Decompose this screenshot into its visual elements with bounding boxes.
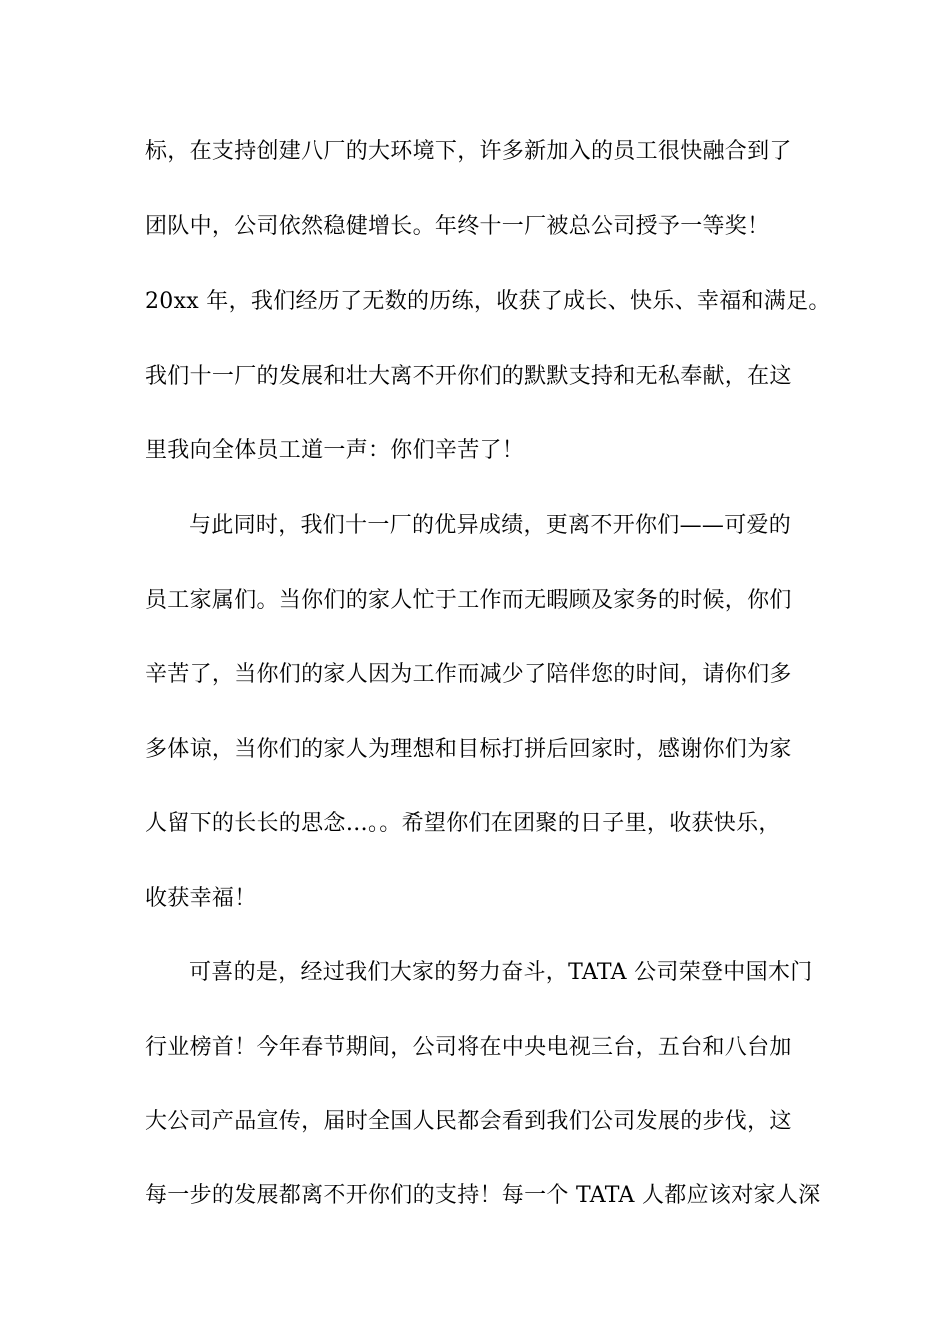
- paragraph-start-line: 与此同时，我们十一厂的优异成绩，更离不开你们——可爱的: [189, 513, 792, 538]
- text-line: 收获幸福！: [145, 886, 257, 911]
- text-line: 人留下的长长的思念…。。希望你们在团聚的日子里，收获快乐，: [145, 811, 781, 836]
- text-line: 行业榜首！今年春节期间，公司将在中央电视三台，五台和八台加: [145, 1035, 792, 1060]
- text-line: 多体谅，当你们的家人为理想和目标打拼后回家时，感谢你们为家: [145, 737, 792, 762]
- text-line: 辛苦了，当你们的家人因为工作而减少了陪伴您的时间，请你们多: [145, 662, 792, 687]
- text-line: 标，在支持创建八厂的大环境下，许多新加入的员工很快融合到了: [145, 139, 792, 164]
- text-line: 大公司产品宣传，届时全国人民都会看到我们公司发展的步伐，这: [145, 1109, 792, 1134]
- text-line: 20xx 年，我们经历了无数的历练，收获了成长、快乐、幸福和满足。: [145, 289, 831, 314]
- text-line: 员工家属们。当你们的家人忙于工作而无暇顾及家务的时候，你们: [145, 588, 792, 613]
- text-line: 团队中，公司依然稳健增长。年终十一厂被总公司授予一等奖！: [145, 214, 770, 239]
- text-line: 每一步的发展都离不开你们的支持！每一个 TATA 人都应该对家人深: [145, 1183, 821, 1208]
- text-line: 里我向全体员工道一声：你们辛苦了！: [145, 438, 525, 463]
- text-line: 我们十一厂的发展和壮大离不开你们的默默支持和无私奉献，在这: [145, 364, 792, 389]
- paragraph-start-line: 可喜的是，经过我们大家的努力奋斗，TATA 公司荣登中国木门: [189, 960, 813, 985]
